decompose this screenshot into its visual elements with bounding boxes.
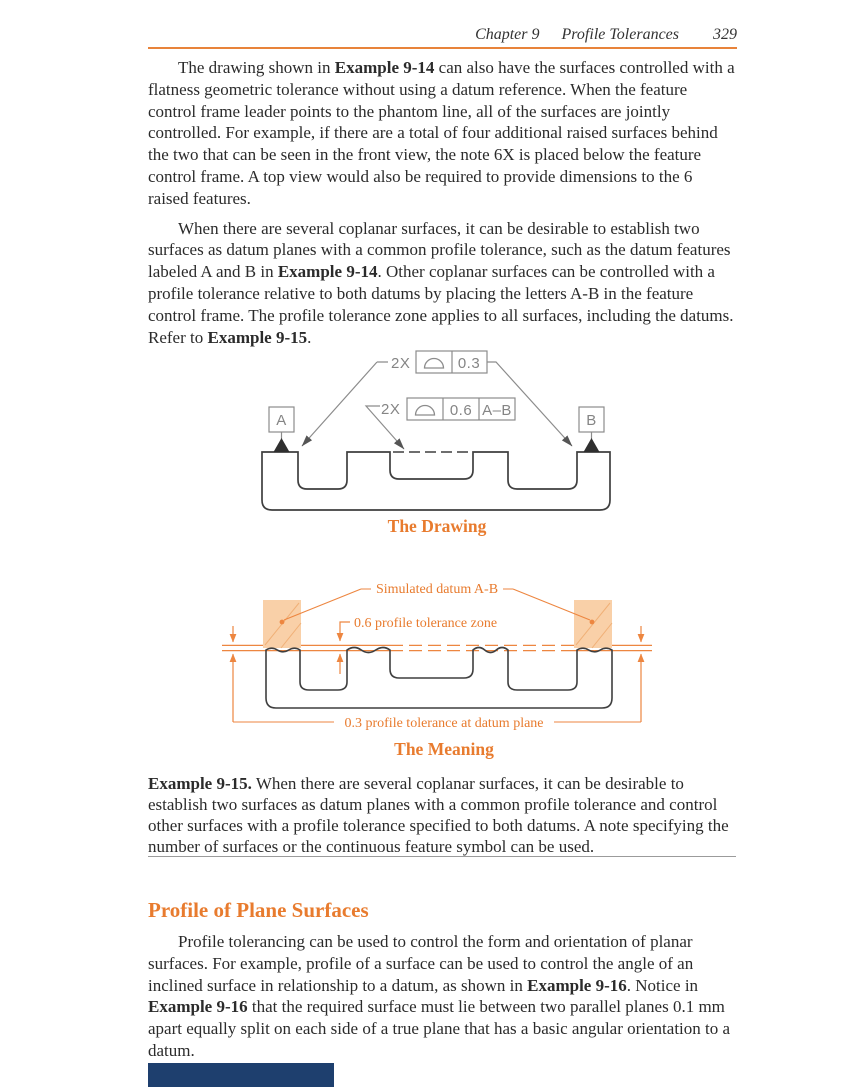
- example-ref: Example 9-16: [148, 997, 248, 1017]
- section-body: [148, 931, 736, 1062]
- example-ref: Example 9-16: [527, 975, 627, 995]
- text-segment: .: [307, 327, 312, 347]
- fcf-bottom-tolerance: 0.6: [449, 402, 473, 419]
- profile-of-surface-icon: [425, 359, 444, 369]
- fcf-bottom-datum-ref: A–B: [482, 402, 512, 419]
- datum-plane-label: 0.3 profile tolerance at datum plane: [344, 716, 544, 731]
- text-segment: When there are several coplanar surfaces, it can be desirable to establish two surfaces as datum planes with a common profile tolerance, such as the datum features labeled A and B in: [148, 218, 731, 282]
- text-segment: Profile tolerancing can be used to control the form and orientation of planar surfaces. For example, profile of a surface can be used to control the angle of an inclined surface in relationship to a datum, as shown in: [148, 932, 694, 995]
- fcf-top-leader-left: [302, 362, 388, 446]
- page-number: 329: [713, 26, 737, 43]
- profile-of-surface-icon: [416, 406, 435, 416]
- header-rule: [148, 47, 737, 49]
- example-note-paragraph: [148, 773, 736, 857]
- text-segment: When there are several coplanar surfaces, it can be desirable to establish two surfaces as datum planes with a common profile tolerance and control other surfaces with a profile tolerance specified to both datums. A note specifying the number of surfaces or the continuous feature symbol can be used.: [148, 774, 729, 856]
- simulated-datum-label: Simulated datum A-B: [375, 582, 499, 597]
- paragraph-3: [148, 931, 736, 1062]
- chapter-title: Profile Tolerances: [561, 26, 679, 43]
- leader-dot-left: [280, 620, 285, 625]
- actual-part-outline: [266, 648, 612, 709]
- datum-b-triangle-icon: [584, 438, 600, 452]
- datum-a-letter: A: [276, 412, 287, 429]
- text-segment: can also have the surfaces controlled with a flatness geometric tolerance without using a datum reference. When the feature control frame leader points to the phantom line, all of the surfaces are jointly controlled. For example, if there are a total of four additional raised surfaces behind the two that can be seen in the front view, the note 6X is placed below the feature control frame. A top view would also be required to provide dimensions to the 6 raised features.: [148, 58, 735, 208]
- body-text: [148, 57, 736, 348]
- center-zone-arrow-top: [340, 622, 350, 641]
- paragraph-1: [148, 57, 736, 210]
- example-note: [148, 773, 736, 857]
- running-head: [148, 26, 737, 44]
- drawing-caption: The Drawing: [387, 516, 487, 536]
- datum-b-letter: B: [586, 412, 597, 429]
- part-outline: [262, 452, 610, 510]
- the-drawing-figure: [0, 348, 849, 540]
- example-ref: Example 9-14: [277, 262, 378, 282]
- footer-tab-bar: [148, 1063, 334, 1087]
- fcf-top-tolerance: 0.3: [457, 355, 481, 372]
- text-segment: . Other coplanar surfaces can be controlled with a profile tolerance relative to both datums by placing the letters A-B in the feature control frame. The profile tolerance zone applies to all surfaces, including the datums. Refer to: [148, 262, 734, 347]
- example-ref: Example 9-15: [207, 327, 308, 347]
- text-segment: that the required surface must lie between two parallel planes 0.1 mm apart equally split on each side of a true plane that has a basic angular orientation to a datum.: [148, 997, 731, 1060]
- example-ref: Example 9-14: [334, 58, 435, 77]
- section-divider-rule: [148, 856, 736, 857]
- text-segment: . Notice in: [626, 975, 699, 995]
- leader-dot-right: [590, 620, 595, 625]
- fcf-bottom-qty: 2X: [381, 401, 401, 418]
- profile-zone-label: 0.6 profile tolerance zone: [354, 616, 498, 631]
- chapter-label: Chapter 9: [475, 26, 540, 43]
- fcf-top-qty: 2X: [391, 355, 411, 372]
- zone-lines-left: [222, 645, 390, 650]
- paragraph-2: [148, 218, 736, 349]
- example-label: Example 9-15.: [148, 774, 252, 793]
- datum-a-triangle-icon: [274, 438, 290, 452]
- meaning-caption: The Meaning: [394, 739, 494, 759]
- the-meaning-figure: [0, 578, 849, 763]
- section-heading: Profile of Plane Surfaces: [148, 898, 369, 922]
- text-segment: The drawing shown in: [178, 58, 335, 77]
